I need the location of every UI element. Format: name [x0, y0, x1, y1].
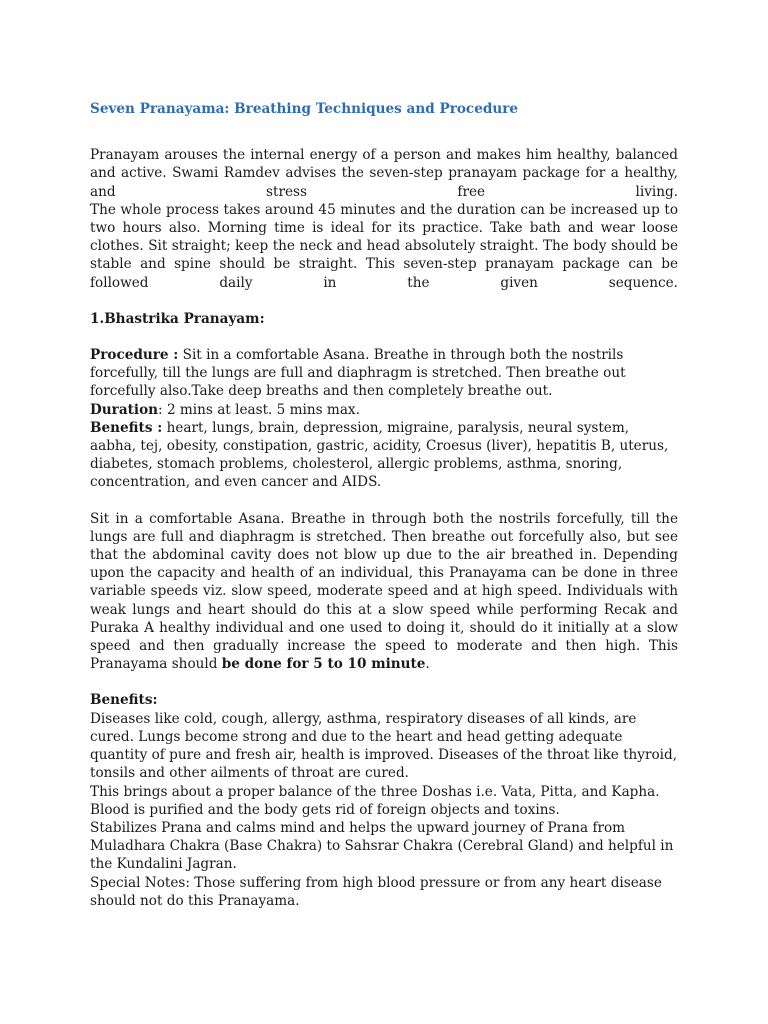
document-page: [90, 100, 678, 910]
section-heading-bhastrika: 1.Bhastrika Pranayam:: [90, 310, 265, 327]
procedure-text: Sit in a comfortable Asana. Breathe in through both the nostrils forcefully, till the lungs are full and diaphragm is stretched. Then breathe out forcefully also.Take deep breaths and then completely breathe out.: [90, 347, 626, 400]
special-notes-paragraph: Special Notes: Those suffering from high blood pressure or from any heart disease should not do this Pranayama.: [90, 874, 662, 909]
sit-paragraph-text: Sit in a comfortable Asana. Breathe in through both the nostrils forcefully, till the lungs are full and diaphragm is stretched. Then breathe out forcefully also, but see that the abdominal cavity does not blow up due to the air breathed in. Depending upon the capacity and health of an individual, this Pranayama can be done in three variable speeds viz. slow speed, moderate speed and at high speed. Individuals with weak lungs and heart should do this at a slow speed while performing Recak and Puraka A healthy individual and one used to doing it, should do it initially at a slow speed and then gradually increase the speed to moderate and then high. This Pranayama should: [90, 510, 678, 673]
benefits-heading: Benefits:: [90, 692, 158, 709]
sit-section: [90, 510, 678, 674]
benefits-text: heart, lungs, brain, depression, migraine, paralysis, neural system, aabha, tej, obesity, constipation, gastric, acidity, Croesus (liver), hepatitis B, uterus, diabetes, stomach problems, cholesterol, allergic problems, asthma, snoring, concentration, and even cancer and AIDS.: [90, 419, 669, 491]
benefits-section: [90, 691, 678, 909]
sit-paragraph: [90, 510, 678, 674]
benefits-paragraph-3: Stabilizes Prana and calms mind and helps the upward journey of Prana from Muladhara Chakra (Base Chakra) to Sahsrar Chakra (Cerebral Gland) and helpful in the Kundalini Jagran.: [90, 819, 674, 873]
sit-paragraph-bold: be done for 5 to 10 minute: [221, 656, 426, 673]
benefits-paragraph-1: Diseases like cold, cough, allergy, asthma, respiratory diseases of all kinds, are cured. Lungs become strong and due to the heart and head getting adequate quantity of pure and fresh air, health is improved. Diseases of the throat like thyroid, tonsils and other ailments of throat are cured.: [90, 710, 678, 782]
document-title: Seven Pranayama: Breathing Techniques and Procedure: [90, 101, 519, 117]
procedure-paragraph: [90, 346, 678, 401]
sit-paragraph-end: .: [425, 656, 430, 673]
intro-paragraph-1: Pranayam arouses the internal energy of a person and makes him healthy, balanced and active. Swami Ramdev advises the seven-step pranayam package for a healthy, and stress free living.: [90, 147, 678, 200]
bhastrika-details: [90, 346, 678, 492]
duration-text: : 2 mins at least. 5 mins max.: [158, 401, 360, 418]
procedure-label: Procedure :: [90, 347, 179, 364]
duration-label: Duration: [90, 401, 159, 418]
duration-paragraph: [90, 401, 678, 419]
benefits-paragraph: [90, 419, 678, 492]
intro-section: [90, 146, 678, 292]
benefits-paragraph-2: This brings about a proper balance of the three Doshas i.e. Vata, Pitta, and Kapha. Blood is purified and the body gets rid of foreign objects and toxins.: [90, 783, 660, 818]
intro-paragraph-2: The whole process takes around 45 minutes and the duration can be increased up to two hours also. Morning time is ideal for its practice. Take bath and wear loose clothes. Sit straight; keep the neck and head absolutely straight. The body should be stable and spine should be straight. This seven-step pranayam package can be followed daily in the given sequence.: [90, 201, 678, 291]
benefits-label: Benefits :: [90, 419, 163, 436]
